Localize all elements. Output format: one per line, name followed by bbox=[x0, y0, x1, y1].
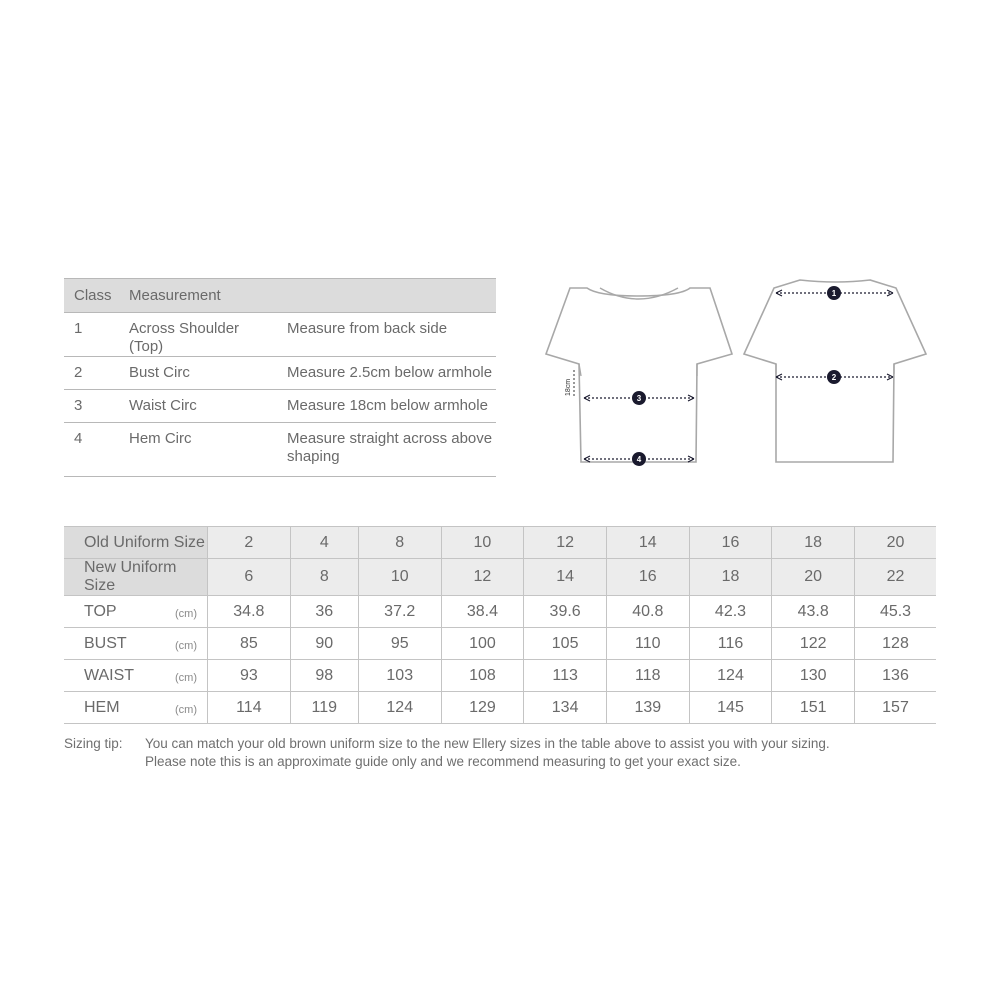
row-label-text: TOP bbox=[84, 602, 117, 620]
row-label bbox=[64, 660, 208, 692]
size-cell: 45.3 bbox=[855, 596, 936, 628]
size-row-hem bbox=[64, 692, 936, 724]
sizing-tip-text bbox=[145, 735, 925, 771]
size-cell: 14 bbox=[524, 559, 607, 596]
size-cell: 10 bbox=[358, 559, 441, 596]
size-row-old bbox=[64, 527, 936, 559]
size-cell: 40.8 bbox=[606, 596, 689, 628]
size-cell: 105 bbox=[524, 628, 607, 660]
marker-1-label: 1 bbox=[831, 289, 837, 298]
size-cell: 16 bbox=[606, 559, 689, 596]
row-label-text: HEM bbox=[84, 698, 120, 716]
marker-3-label: 3 bbox=[636, 394, 642, 403]
size-cell: 119 bbox=[290, 692, 358, 724]
row-class: 3 bbox=[64, 390, 119, 423]
row-name: Bust Circ bbox=[119, 357, 277, 390]
size-cell: 116 bbox=[689, 628, 772, 660]
size-row-waist bbox=[64, 660, 936, 692]
size-cell: 12 bbox=[441, 559, 524, 596]
size-cell: 103 bbox=[358, 660, 441, 692]
size-cell: 10 bbox=[441, 527, 524, 559]
size-cell: 14 bbox=[606, 527, 689, 559]
row-label-text: New Uniform Size bbox=[84, 559, 177, 594]
row-class: 4 bbox=[64, 423, 119, 477]
size-cell: 108 bbox=[441, 660, 524, 692]
measurement-row bbox=[64, 423, 496, 477]
marker-4-label: 4 bbox=[636, 455, 642, 464]
size-cell: 6 bbox=[208, 559, 291, 596]
size-cell: 93 bbox=[208, 660, 291, 692]
size-cell: 8 bbox=[290, 559, 358, 596]
size-cell: 38.4 bbox=[441, 596, 524, 628]
header-measurement: Measurement bbox=[119, 279, 496, 313]
size-cell: 12 bbox=[524, 527, 607, 559]
size-cell: 39.6 bbox=[524, 596, 607, 628]
size-cell: 95 bbox=[358, 628, 441, 660]
size-cell: 16 bbox=[689, 527, 772, 559]
size-cell: 145 bbox=[689, 692, 772, 724]
size-cell: 124 bbox=[689, 660, 772, 692]
sizing-tip bbox=[64, 735, 925, 771]
row-class: 1 bbox=[64, 313, 119, 357]
row-label bbox=[64, 559, 208, 596]
size-cell: 113 bbox=[524, 660, 607, 692]
size-table bbox=[64, 526, 936, 724]
size-cell: 22 bbox=[855, 559, 936, 596]
row-how: Measure 18cm below armhole bbox=[277, 390, 496, 423]
measurement-header-row bbox=[64, 279, 496, 313]
row-label bbox=[64, 596, 208, 628]
measurement-row bbox=[64, 357, 496, 390]
size-cell: 18 bbox=[772, 527, 855, 559]
size-cell: 128 bbox=[855, 628, 936, 660]
size-cell: 114 bbox=[208, 692, 291, 724]
size-row-bust bbox=[64, 628, 936, 660]
row-label-text: WAIST bbox=[84, 666, 135, 684]
marker-2-label: 2 bbox=[831, 373, 837, 382]
measurement-row bbox=[64, 390, 496, 423]
size-cell: 18 bbox=[689, 559, 772, 596]
row-name: Hem Circ bbox=[119, 423, 277, 477]
row-how: Measure from back side bbox=[277, 313, 496, 357]
size-cell: 85 bbox=[208, 628, 291, 660]
row-how: Measure 2.5cm below armhole bbox=[277, 357, 496, 390]
back-shirt-diagram bbox=[738, 270, 938, 475]
size-cell: 100 bbox=[441, 628, 524, 660]
size-cell: 139 bbox=[606, 692, 689, 724]
row-how: Measure straight across above shaping bbox=[277, 423, 496, 477]
row-label-text: Old Uniform Size bbox=[84, 533, 205, 551]
row-label bbox=[64, 527, 208, 559]
row-label bbox=[64, 692, 208, 724]
size-cell: 8 bbox=[358, 527, 441, 559]
size-cell: 36 bbox=[290, 596, 358, 628]
row-name: Across Shoulder (Top) bbox=[119, 313, 277, 357]
side-measure-label: 18cm bbox=[565, 378, 572, 396]
row-name: Waist Circ bbox=[119, 390, 277, 423]
size-cell: 98 bbox=[290, 660, 358, 692]
size-cell: 20 bbox=[772, 559, 855, 596]
size-cell: 118 bbox=[606, 660, 689, 692]
row-label-text: BUST bbox=[84, 634, 127, 652]
header-class: Class bbox=[64, 279, 119, 313]
size-cell: 151 bbox=[772, 692, 855, 724]
size-cell: 136 bbox=[855, 660, 936, 692]
size-cell: 34.8 bbox=[208, 596, 291, 628]
measurement-row bbox=[64, 313, 496, 357]
measurement-table bbox=[64, 278, 496, 477]
front-shirt-diagram bbox=[540, 270, 740, 475]
size-cell: 134 bbox=[524, 692, 607, 724]
sizing-tip-label: Sizing tip: bbox=[64, 736, 123, 751]
size-cell: 2 bbox=[208, 527, 291, 559]
sizing-tip-line-2: Please note this is an approximate guide only and we recommend measuring to get your exact size. bbox=[145, 754, 741, 769]
sizing-tip-line-1: You can match your old brown uniform size to the new Ellery sizes in the table above to assist you with your sizing. bbox=[145, 736, 830, 751]
row-unit: (cm) bbox=[175, 672, 197, 684]
size-cell: 157 bbox=[855, 692, 936, 724]
row-unit: (cm) bbox=[175, 608, 197, 620]
size-cell: 124 bbox=[358, 692, 441, 724]
row-class: 2 bbox=[64, 357, 119, 390]
size-cell: 37.2 bbox=[358, 596, 441, 628]
size-cell: 43.8 bbox=[772, 596, 855, 628]
size-cell: 110 bbox=[606, 628, 689, 660]
size-cell: 130 bbox=[772, 660, 855, 692]
size-cell: 122 bbox=[772, 628, 855, 660]
size-cell: 129 bbox=[441, 692, 524, 724]
size-cell: 20 bbox=[855, 527, 936, 559]
size-cell: 90 bbox=[290, 628, 358, 660]
size-cell: 42.3 bbox=[689, 596, 772, 628]
row-unit: (cm) bbox=[175, 640, 197, 652]
row-unit: (cm) bbox=[175, 704, 197, 716]
size-row-new bbox=[64, 559, 936, 596]
size-cell: 4 bbox=[290, 527, 358, 559]
size-row-top bbox=[64, 596, 936, 628]
row-label bbox=[64, 628, 208, 660]
